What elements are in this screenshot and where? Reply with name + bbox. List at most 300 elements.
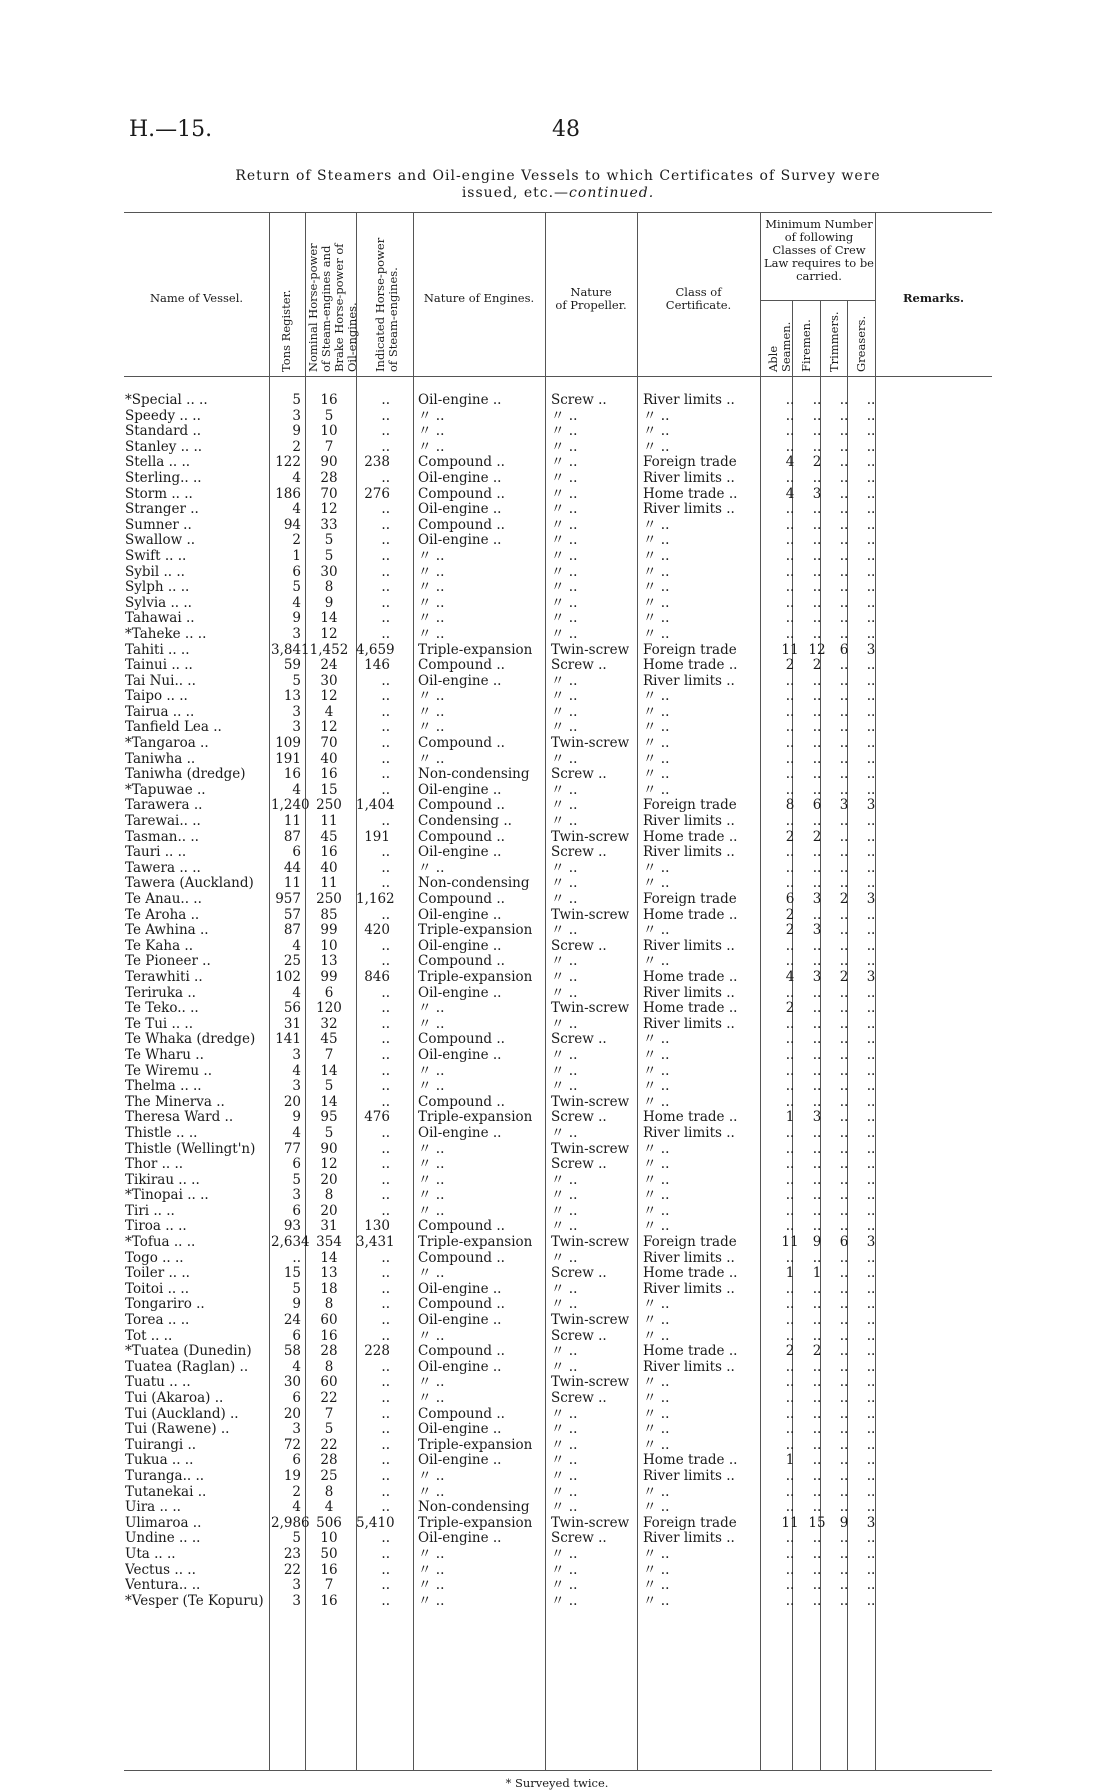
indicated-hp-cell: .. <box>381 1062 390 1079</box>
firemen-cell: .. <box>812 1327 822 1344</box>
able-seamen-cell: .. <box>785 1187 795 1204</box>
propeller-cell: 〃 .. <box>551 673 578 689</box>
vessel-name-cell: Tuirangi .. <box>125 1437 197 1453</box>
certificate-cell: River limits .. <box>643 393 735 408</box>
greasers-cell: .. <box>866 828 876 845</box>
indicated-hp-cell: .. <box>381 719 390 736</box>
certificate-cell: 〃 .. <box>643 424 670 440</box>
table-row <box>124 705 992 721</box>
vessel-name-cell: *Vesper (Te Kopuru) <box>125 1593 264 1609</box>
certificate-cell: 〃 .. <box>643 1437 670 1453</box>
able-seamen-cell: .. <box>785 610 795 627</box>
table-row <box>124 1219 992 1235</box>
nominal-hp-cell: 16 <box>320 1592 338 1609</box>
certificate-cell: Home trade .. <box>643 486 738 502</box>
tons-cell: 5 <box>292 392 301 408</box>
able-seamen-cell: 1 <box>785 1265 795 1282</box>
table-row <box>124 689 992 705</box>
indicated-hp-cell: .. <box>381 1093 390 1110</box>
engines-cell: 〃 .. <box>418 1172 445 1188</box>
able-seamen-cell: 2 <box>785 828 795 845</box>
certificate-cell: 〃 .. <box>643 1578 670 1594</box>
trimmers-cell: .. <box>839 953 849 970</box>
indicated-hp-cell: 3,431 <box>356 1234 395 1251</box>
greasers-cell: .. <box>866 1343 876 1360</box>
certificate-cell: 〃 .. <box>643 1188 670 1204</box>
greasers-cell: .. <box>866 1483 876 1500</box>
able-seamen-cell: 1 <box>785 1109 795 1126</box>
trimmers-cell: .. <box>839 501 849 518</box>
vessel-name-cell: Turanga.. .. <box>125 1468 205 1484</box>
engines-cell: 〃 .. <box>418 1016 445 1032</box>
tons-cell: 5 <box>292 579 301 596</box>
vessel-name-cell: Tauri .. .. <box>125 845 187 861</box>
propeller-cell: Screw .. <box>551 393 607 408</box>
greasers-cell: .. <box>866 438 876 455</box>
trimmers-cell: .. <box>839 937 849 954</box>
tons-cell: 4 <box>292 984 301 1001</box>
table-row <box>124 455 992 471</box>
table-row <box>124 1453 992 1469</box>
firemen-cell: .. <box>812 392 822 408</box>
able-seamen-cell: .. <box>785 688 795 705</box>
trimmers-cell: .. <box>839 719 849 736</box>
vessel-name-cell: Taipo .. .. <box>125 689 188 705</box>
tons-cell: 15 <box>283 1265 301 1282</box>
greasers-cell: .. <box>866 1187 876 1204</box>
title-line-2 <box>130 185 986 202</box>
propeller-cell: 〃 .. <box>551 408 578 424</box>
tons-cell: 141 <box>275 1031 301 1048</box>
tons-cell: 3 <box>292 719 301 736</box>
propeller-cell: Screw .. <box>551 1391 607 1406</box>
nominal-hp-cell: 70 <box>320 735 338 752</box>
nominal-hp-cell: 16 <box>320 1327 338 1344</box>
tons-cell: 1 <box>292 547 301 564</box>
able-seamen-cell: .. <box>785 1483 795 1500</box>
indicated-hp-cell: .. <box>381 703 390 720</box>
firemen-cell: 9 <box>812 1234 822 1251</box>
firemen-cell: .. <box>812 1561 822 1578</box>
able-seamen-cell: .. <box>785 937 795 954</box>
table-row <box>124 1110 992 1126</box>
nominal-hp-cell: 16 <box>320 844 338 861</box>
trimmers-cell: .. <box>839 828 849 845</box>
greasers-cell: .. <box>866 1031 876 1048</box>
certificate-cell: River limits .. <box>643 985 735 1001</box>
greasers-cell: .. <box>866 1062 876 1079</box>
propeller-cell: 〃 .. <box>551 1468 578 1484</box>
propeller-cell: Screw .. <box>551 938 607 954</box>
firemen-cell: .. <box>812 1405 822 1422</box>
firemen-cell: .. <box>812 844 822 861</box>
greasers-cell: .. <box>866 1499 876 1516</box>
indicated-hp-cell: .. <box>381 1280 390 1297</box>
greasers-cell: .. <box>866 1530 876 1547</box>
trimmers-cell: .. <box>839 657 849 674</box>
trimmers-cell: .. <box>839 1296 849 1313</box>
propeller-cell: 〃 .. <box>551 1172 578 1188</box>
engines-cell: 〃 .. <box>418 1001 445 1017</box>
firemen-cell: .. <box>812 1452 822 1469</box>
table-row <box>124 845 992 861</box>
firemen-cell: 3 <box>812 891 822 907</box>
greasers-cell: .. <box>866 625 876 642</box>
greasers-cell: .. <box>866 407 876 424</box>
table-row <box>124 1422 992 1438</box>
greasers-cell: .. <box>866 719 876 736</box>
engines-cell: 〃 .. <box>418 720 445 736</box>
greasers-cell: .. <box>866 563 876 580</box>
propeller-cell: 〃 .. <box>551 798 578 814</box>
vessel-name-cell: Swift .. .. <box>125 548 187 564</box>
tons-cell: 3 <box>292 1592 301 1609</box>
firemen-cell: 2 <box>812 657 822 674</box>
engines-cell: 〃 .. <box>418 751 445 767</box>
firemen-cell: .. <box>812 1280 822 1297</box>
vessel-name-cell: Uta .. .. <box>125 1546 176 1562</box>
tons-cell: 6 <box>292 563 301 580</box>
nominal-hp-cell: 8 <box>324 579 334 596</box>
firemen-cell: .. <box>812 1436 822 1453</box>
firemen-cell: .. <box>812 984 822 1001</box>
firemen-cell: .. <box>812 594 822 611</box>
engines-cell: 〃 .. <box>418 1188 445 1204</box>
vessel-name-cell: Stanley .. .. <box>125 439 203 455</box>
able-seamen-cell: 1 <box>785 1452 795 1469</box>
vessel-name-cell: Te Aroha .. <box>125 907 200 923</box>
indicated-hp-cell: .. <box>381 1545 390 1562</box>
vessel-name-cell: Speedy .. .. <box>125 408 201 424</box>
greasers-cell: .. <box>866 1046 876 1063</box>
indicated-hp-cell: .. <box>381 1312 390 1329</box>
nominal-hp-cell: 12 <box>320 501 338 518</box>
vessel-name-cell: Togo .. .. <box>125 1250 184 1266</box>
propeller-cell: Screw .. <box>551 1266 607 1282</box>
engines-cell: Oil-engine .. <box>418 1047 502 1063</box>
engines-cell: Triple-expansion <box>418 642 533 658</box>
vessel-name-cell: Tikirau .. .. <box>125 1172 200 1188</box>
table-row <box>124 1563 992 1579</box>
tons-cell: 13 <box>283 688 301 705</box>
tons-cell: 2 <box>292 1483 301 1500</box>
table-row <box>124 1516 992 1532</box>
vessel-name-cell: Ulimaroa .. <box>125 1515 202 1531</box>
table-row <box>124 580 992 596</box>
indicated-hp-cell: .. <box>381 1467 390 1484</box>
crew-group-rule <box>760 300 875 301</box>
trimmers-cell: .. <box>839 1171 849 1188</box>
vessel-name-cell: Swallow .. <box>125 533 196 549</box>
firemen-cell: 2 <box>812 828 822 845</box>
indicated-hp-cell: .. <box>381 625 390 642</box>
trimmers-cell: .. <box>839 1374 849 1391</box>
firemen-cell: .. <box>812 859 822 876</box>
table-row <box>124 1142 992 1158</box>
trimmers-cell: .. <box>839 407 849 424</box>
indicated-hp-cell: .. <box>381 1124 390 1141</box>
indicated-hp-cell: .. <box>381 1296 390 1313</box>
certificate-cell: 〃 .. <box>643 923 670 939</box>
firemen-cell: .. <box>812 501 822 518</box>
engines-cell: Compound .. <box>418 486 505 502</box>
trimmers-cell: .. <box>839 1062 849 1079</box>
engines-cell: Compound .. <box>418 1032 505 1048</box>
indicated-hp-cell: 420 <box>364 922 390 939</box>
firemen-cell: .. <box>812 1374 822 1391</box>
indicated-hp-cell: .. <box>381 438 390 455</box>
able-seamen-cell: .. <box>785 1280 795 1297</box>
table-row <box>124 876 992 892</box>
propeller-cell: 〃 .. <box>551 704 578 720</box>
indicated-hp-cell: .. <box>381 1171 390 1188</box>
trimmers-cell: .. <box>839 594 849 611</box>
engines-cell: 〃 .. <box>418 1079 445 1095</box>
table-row <box>124 502 992 518</box>
certificate-cell: 〃 .. <box>643 876 670 892</box>
table-row <box>124 1375 992 1391</box>
propeller-cell: Screw .. <box>551 1157 607 1173</box>
able-seamen-cell: .. <box>785 407 795 424</box>
tons-cell: 4 <box>292 1062 301 1079</box>
tons-cell: 30 <box>283 1374 301 1391</box>
engines-cell: Oil-engine .. <box>418 907 502 923</box>
propeller-cell: Twin-screw <box>551 1001 630 1017</box>
indicated-hp-cell: .. <box>381 1202 390 1219</box>
indicated-hp-cell: .. <box>381 547 390 564</box>
tons-cell: 9 <box>292 1109 301 1126</box>
propeller-cell: 〃 .. <box>551 502 578 518</box>
propeller-cell: 〃 .. <box>551 1437 578 1453</box>
propeller-cell: 〃 .. <box>551 1016 578 1032</box>
vessel-name-cell: Ventura.. .. <box>125 1578 201 1594</box>
vessel-name-cell: *Tapuwae .. <box>125 782 206 798</box>
greasers-cell: .. <box>866 1202 876 1219</box>
firemen-cell: .. <box>812 547 822 564</box>
table-row <box>124 970 992 986</box>
firemen-cell: .. <box>812 703 822 720</box>
propeller-cell: 〃 .. <box>551 611 578 627</box>
nominal-hp-cell: 10 <box>320 937 338 954</box>
table-row <box>124 861 992 877</box>
table-row <box>124 533 992 549</box>
propeller-cell: 〃 .. <box>551 1484 578 1500</box>
tons-cell: 3 <box>292 625 301 642</box>
indicated-hp-cell: .. <box>381 1265 390 1282</box>
nominal-hp-cell: 8 <box>324 1483 334 1500</box>
propeller-cell: 〃 .. <box>551 1281 578 1297</box>
certificate-cell: Foreign trade <box>643 1515 737 1531</box>
greasers-cell: .. <box>866 547 876 564</box>
propeller-cell: 〃 .. <box>551 892 578 907</box>
propeller-cell: 〃 .. <box>551 1219 578 1235</box>
able-seamen-cell: 2 <box>785 657 795 674</box>
vessel-name-cell: Terawhiti .. <box>125 969 203 985</box>
table-row <box>124 549 992 565</box>
certificate-cell: Home trade .. <box>643 1110 738 1126</box>
indicated-hp-cell: .. <box>381 516 390 533</box>
able-seamen-cell: 4 <box>785 968 795 985</box>
greasers-cell: .. <box>866 766 876 783</box>
table-row <box>124 923 992 939</box>
engines-cell: 〃 .. <box>418 689 445 705</box>
vessel-name-cell: Stranger .. <box>125 502 199 518</box>
table-row <box>124 1188 992 1204</box>
trimmers-cell: .. <box>839 1124 849 1141</box>
tons-cell: 77 <box>283 1140 301 1157</box>
nominal-hp-cell: 11 <box>320 813 338 830</box>
nominal-hp-cell: 60 <box>320 1312 338 1329</box>
nominal-hp-cell: 7 <box>324 1405 334 1422</box>
table-row <box>124 1578 992 1594</box>
indicated-hp-cell: .. <box>381 953 390 970</box>
tons-cell: 122 <box>275 454 301 471</box>
nominal-hp-cell: 10 <box>320 423 338 440</box>
tons-cell: 102 <box>275 968 301 985</box>
tons-cell: 20 <box>283 1093 301 1110</box>
able-seamen-cell: .. <box>785 1327 795 1344</box>
trimmers-cell: .. <box>839 1483 849 1500</box>
trimmers-cell: .. <box>839 844 849 861</box>
header-nominal-hp: Nominal Horse-power of Steam-engines and Brake Horse-power of Oil-engines. <box>306 243 359 372</box>
certificate-cell: 〃 .. <box>643 1422 670 1438</box>
propeller-cell: 〃 .. <box>551 1546 578 1562</box>
engines-cell: 〃 .. <box>418 1063 445 1079</box>
header-name: Name of Vessel. <box>149 291 244 305</box>
trimmers-cell: .. <box>839 1327 849 1344</box>
certificate-cell: Home trade .. <box>643 969 738 985</box>
nominal-hp-cell: 28 <box>320 469 338 486</box>
certificate-cell: River limits .. <box>643 1531 735 1547</box>
trimmers-cell: .. <box>839 1187 849 1204</box>
engines-cell: Compound .. <box>418 658 505 674</box>
greasers-cell: .. <box>866 657 876 674</box>
indicated-hp-cell: .. <box>381 1187 390 1204</box>
nominal-hp-cell: 14 <box>320 1249 338 1266</box>
firemen-cell: .. <box>812 1046 822 1063</box>
tons-cell: 6 <box>292 1452 301 1469</box>
vessel-name-cell: Sylvia .. .. <box>125 595 192 611</box>
trimmers-cell: .. <box>839 547 849 564</box>
greasers-cell: .. <box>866 1156 876 1173</box>
engines-cell: 〃 .. <box>418 580 445 596</box>
header-firemen: Firemen. <box>799 319 813 372</box>
nominal-hp-cell: 24 <box>320 657 338 674</box>
tons-cell: 1,240 <box>271 797 310 814</box>
trimmers-cell: .. <box>839 1452 849 1469</box>
able-seamen-cell: .. <box>785 625 795 642</box>
nominal-hp-cell: 250 <box>316 891 342 907</box>
header-tons: Tons Register. <box>279 289 293 372</box>
table-row <box>124 643 992 659</box>
indicated-hp-cell: .. <box>381 1390 390 1406</box>
indicated-hp-cell: .. <box>381 984 390 1001</box>
able-seamen-cell: .. <box>785 1218 795 1235</box>
able-seamen-cell: 11 <box>781 641 799 658</box>
nominal-hp-cell: 8 <box>324 1358 334 1375</box>
able-seamen-cell: .. <box>785 1577 795 1594</box>
table-row <box>124 1360 992 1376</box>
engines-cell: Oil-engine .. <box>418 673 502 689</box>
firemen-cell: 3 <box>812 968 822 985</box>
firemen-cell: .. <box>812 1156 822 1173</box>
certificate-cell: River limits .. <box>643 1359 735 1375</box>
firemen-cell: .. <box>812 688 822 705</box>
able-seamen-cell: .. <box>785 1592 795 1609</box>
tons-cell: 6 <box>292 1202 301 1219</box>
greasers-cell: .. <box>866 1218 876 1235</box>
indicated-hp-cell: .. <box>381 859 390 876</box>
engines-cell: 〃 .. <box>418 704 445 720</box>
certificate-cell: 〃 .. <box>643 782 670 798</box>
engines-cell: Condensing .. <box>418 814 512 830</box>
engines-cell: 〃 .. <box>418 860 445 876</box>
able-seamen-cell: 4 <box>785 485 795 502</box>
table-row <box>124 986 992 1002</box>
trimmers-cell: .. <box>839 1390 849 1406</box>
certificate-cell: 〃 .. <box>643 408 670 424</box>
propeller-cell: 〃 .. <box>551 1500 578 1516</box>
table-row <box>124 1531 992 1547</box>
firemen-cell: 15 <box>808 1514 826 1531</box>
propeller-cell: 〃 .. <box>551 985 578 1001</box>
able-seamen-cell: .. <box>785 750 795 767</box>
vessel-name-cell: *Tinopai .. .. <box>125 1188 209 1204</box>
table-row <box>124 627 992 643</box>
engines-cell: Triple-expansion <box>418 1235 533 1251</box>
table-row <box>124 1282 992 1298</box>
indicated-hp-cell: .. <box>381 1358 390 1375</box>
tons-cell: 57 <box>283 906 301 923</box>
trimmers-cell: .. <box>839 1467 849 1484</box>
able-seamen-cell: .. <box>785 1374 795 1391</box>
table-row <box>124 1266 992 1282</box>
able-seamen-cell: 2 <box>785 922 795 939</box>
indicated-hp-cell: .. <box>381 1421 390 1438</box>
engines-cell: Oil-engine .. <box>418 533 502 549</box>
table-bottom-rule <box>124 1770 992 1771</box>
tons-cell: 2,634 <box>271 1234 310 1251</box>
firemen-cell: .. <box>812 781 822 798</box>
indicated-hp-cell: .. <box>381 1249 390 1266</box>
firemen-cell: .. <box>812 1577 822 1594</box>
tons-cell: 5 <box>292 1171 301 1188</box>
trimmers-cell: .. <box>839 625 849 642</box>
trimmers-cell: .. <box>839 875 849 892</box>
header-indicated-hp: Indicated Horse-power of Steam-engines. <box>373 237 400 372</box>
firemen-cell: .. <box>812 1530 822 1547</box>
tons-cell: 4 <box>292 469 301 486</box>
nominal-hp-cell: 5 <box>324 547 334 564</box>
able-seamen-cell: .. <box>785 735 795 752</box>
indicated-hp-cell: .. <box>381 1405 390 1422</box>
vessel-name-cell: Thor .. .. <box>125 1157 184 1173</box>
able-seamen-cell: .. <box>785 1124 795 1141</box>
firemen-cell: .. <box>812 1062 822 1079</box>
tons-cell: 20 <box>283 1405 301 1422</box>
table-row <box>124 1469 992 1485</box>
header-trimmers: Trimmers. <box>827 311 841 372</box>
able-seamen-cell: .. <box>785 1467 795 1484</box>
able-seamen-cell: .. <box>785 984 795 1001</box>
firemen-cell: 2 <box>812 1343 822 1360</box>
trimmers-cell: .. <box>839 766 849 783</box>
certificate-cell: River limits .. <box>643 1468 735 1484</box>
nominal-hp-cell: 22 <box>320 1436 338 1453</box>
certificate-cell: 〃 .. <box>643 689 670 705</box>
vessel-name-cell: Tuatea (Raglan) .. <box>125 1359 249 1375</box>
trimmers-cell: .. <box>839 1436 849 1453</box>
